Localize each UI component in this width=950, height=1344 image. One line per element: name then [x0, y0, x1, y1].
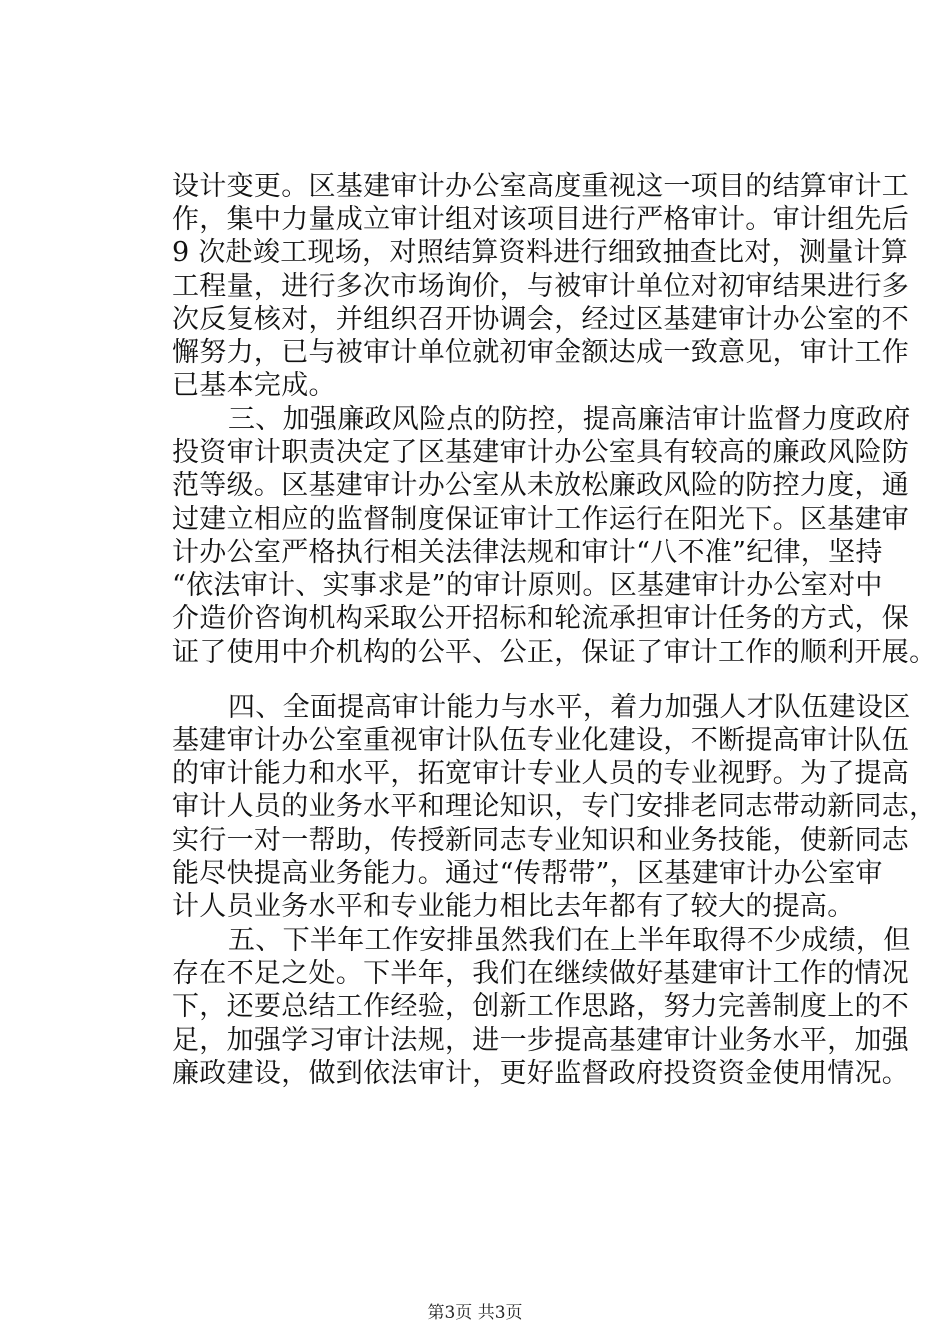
section-heading-3: 三、加强廉政风险点的防控，提高廉洁审计监督力度政府 [228, 404, 911, 435]
text-line: 投资审计职责决定了区基建审计办公室具有较高的廉政风险防 [172, 437, 910, 468]
text-line: 证了使用中介机构的公平、公正，保证了审计工作的顺利开展。 [172, 637, 937, 668]
text-line: 存在不足之处。下半年，我们在继续做好基建审计工作的情况 [172, 958, 910, 989]
text-line: 范等级。区基建审计办公室从未放松廉政风险的防控力度，通 [172, 470, 910, 501]
text-line: 足，加强学习审计法规，进一步提高基建审计业务水平，加强 [172, 1025, 910, 1056]
text-line: “依法审计、实事求是”的审计原则。区基建审计办公室对中 [172, 570, 883, 601]
text-line: 的审计能力和水平，拓宽审计专业人员的专业视野。为了提高 [172, 758, 910, 789]
text-line: 审计人员的业务水平和理论知识，专门安排老同志带动新同志， [172, 791, 937, 822]
text-line: 廉政建设，做到依法审计，更好监督政府投资资金使用情况。 [172, 1058, 910, 1089]
text-line: 作，集中力量成立审计组对该项目进行严格审计。审计组先后 [172, 204, 910, 235]
page-number-label: 第3页 共3页 [427, 1303, 523, 1323]
text-line: 基建审计办公室重视审计队伍专业化建设，不断提高审计队伍 [172, 725, 910, 756]
text-line: 已基本完成。 [172, 370, 336, 401]
text-line: 懈努力，已与被审计单位就初审金额达成一致意见，审计工作 [172, 337, 910, 368]
text-line: 实行一对一帮助，传授新同志专业知识和业务技能，使新同志 [172, 825, 910, 856]
text-line: 9 次赴竣工现场，对照结算资料进行细致抽查比对，测量计算 [172, 237, 909, 268]
text-line: 介造价咨询机构采取公开招标和轮流承担审计任务的方式，保 [172, 603, 910, 634]
section-heading-4: 四、全面提高审计能力与水平，着力加强人才队伍建设区 [228, 692, 911, 723]
text-line: 次反复核对，并组织召开协调会，经过区基建审计办公室的不 [172, 304, 910, 335]
section-heading-5: 五、下半年工作安排虽然我们在上半年取得不少成绩，但 [228, 925, 911, 956]
text-line: 能尽快提高业务能力。通过“传帮带”，区基建审计办公室审 [172, 858, 883, 889]
text-line: 工程量，进行多次市场询价，与被审计单位对初审结果进行多 [172, 271, 910, 302]
text-line: 过建立相应的监督制度保证审计工作运行在阳光下。区基建审 [172, 504, 910, 535]
text-line: 计人员业务水平和专业能力相比去年都有了较大的提高。 [172, 891, 855, 922]
text-line: 下，还要总结工作经验，创新工作思路，努力完善制度上的不 [172, 991, 910, 1022]
text-line: 设计变更。区基建审计办公室高度重视这一项目的结算审计工 [172, 171, 910, 202]
text-line: 计办公室严格执行相关法律法规和审计“八不准”纪律，坚持 [172, 537, 883, 568]
